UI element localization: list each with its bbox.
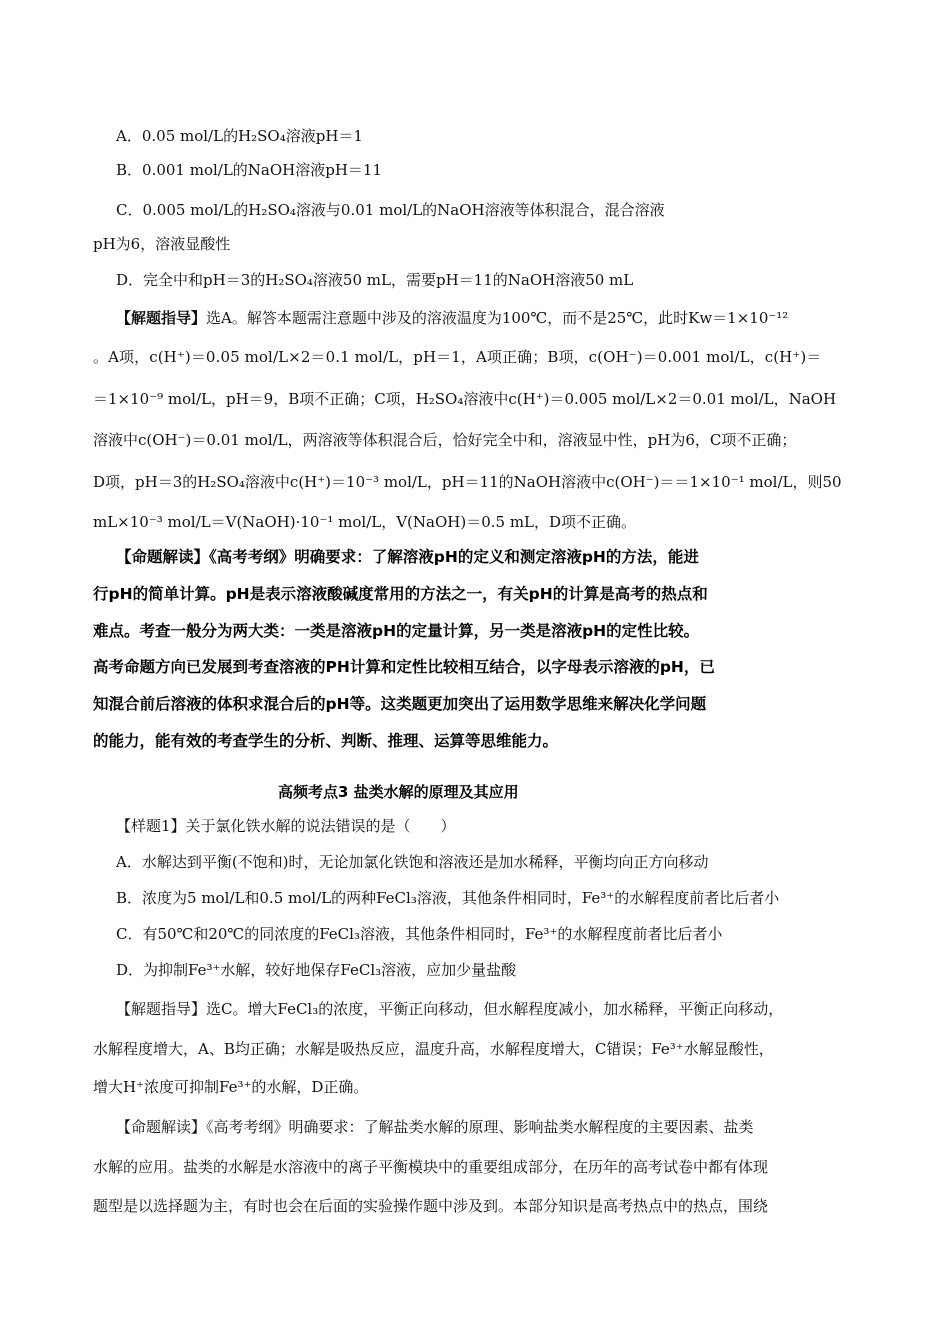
solution-guide-1-line-3: ＝1×10⁻⁹ mol/L，pH＝9，B项不正确；C项，H₂SO₄溶液中c(H⁺)＝0.005 mol/L×2＝0.01 mol/L，NaOH — [93, 390, 837, 408]
section-title: 高频考点3 盐类水解的原理及其应用 — [278, 783, 519, 801]
solution-guide-1-line-2: 。A项，c(H⁺)＝0.05 mol/L×2＝0.1 mol/L，pH＝1，A项正确；B项，c(OH⁻)＝0.001 mol/L，c(H⁺)＝ — [93, 348, 822, 366]
option-c-line-1: C．0.005 mol/L的H₂SO₄溶液与0.01 mol/L的NaOH溶液等体积混合，混合溶液 — [116, 201, 665, 219]
example-option-b: B．浓度为5 mol/L和0.5 mol/L的两种FeCl₃溶液，其他条件相同时，Fe³⁺的水解程度前者比后者小 — [116, 889, 780, 907]
interpretation-2-line-2: 水解的应用。盐类的水解是水溶液中的离子平衡模块中的重要组成部分，在历年的高考试卷中都有体现 — [93, 1158, 769, 1176]
interpretation-1-line-2: 行pH的简单计算。pH是表示溶液酸碱度常用的方法之一，有关pH的计算是高考的热点和 — [93, 585, 708, 603]
option-c-line-2: pH为6，溶液显酸性 — [93, 235, 231, 253]
solution-guide-2-line-3: 增大H⁺浓度可抑制Fe³⁺的水解，D正确。 — [93, 1078, 369, 1096]
solution-guide-label: 【解题指导】 — [116, 309, 207, 327]
example-question-stem: 【样题1】关于氯化铁水解的说法错误的是（ ） — [116, 817, 456, 835]
example-option-d: D．为抑制Fe³⁺水解，较好地保存FeCl₃溶液，应加少量盐酸 — [116, 961, 517, 979]
interpretation-1-line-4: 高考命题方向已发展到考查溶液的PH计算和定性比较相互结合，以字母表示溶液的pH，已 — [93, 658, 715, 676]
solution-guide-2-line-1: 【解题指导】选C。增大FeCl₃的浓度，平衡正向移动，但水解程度减小，加水稀释，平衡正向移动， — [116, 1000, 784, 1018]
solution-guide-2-line-2: 水解程度增大，A、B均正确；水解是吸热反应，温度升高，水解程度增大，C错误；Fe³⁺水解显酸性， — [93, 1040, 774, 1058]
interpretation-1-line-5: 知混合前后溶液的体积求混合后的pH等。这类题更加突出了运用数学思维来解决化学问题 — [93, 695, 707, 713]
solution-guide-1-line-1: 【解题指导】选A。解答本题需注意题中涉及的溶液温度为100℃，而不是25℃，此时Kw＝1×10⁻¹² — [116, 309, 789, 327]
solution-guide-1-line-6: mL×10⁻³ mol/L＝V(NaOH)·10⁻¹ mol/L，V(NaOH)＝0.5 mL，D项不正确。 — [93, 513, 637, 531]
example-option-c: C．有50℃和20℃的同浓度的FeCl₃溶液，其他条件相同时，Fe³⁺的水解程度前者比后者小 — [116, 925, 723, 943]
interpretation-1-line-6: 的能力，能有效的考查学生的分析、判断、推理、运算等思维能力。 — [93, 732, 559, 750]
solution-guide-1-line-5: D项，pH＝3的H₂SO₄溶液中c(H⁺)＝10⁻³ mol/L，pH＝11的NaOH溶液中c(OH⁻)＝＝1×10⁻¹ mol/L，则50 — [93, 473, 842, 491]
example-option-a: A．水解达到平衡(不饱和)时，无论加氯化铁饱和溶液还是加水稀释，平衡均向正方向移动 — [116, 853, 709, 871]
interpretation-2-line-1: 【命题解读】《高考考纲》明确要求：了解盐类水解的原理、影响盐类水解程度的主要因素、盐类 — [116, 1118, 754, 1136]
option-d: D．完全中和pH＝3的H₂SO₄溶液50 mL，需要pH＝11的NaOH溶液50 mL — [116, 271, 634, 289]
solution-guide-1-line-4: 溶液中c(OH⁻)＝0.01 mol/L，两溶液等体积混合后，恰好完全中和，溶液显中性，pH为6，C项不正确； — [93, 431, 797, 449]
interpretation-2-line-3: 题型是以选择题为主，有时也会在后面的实验操作题中涉及到。本部分知识是高考热点中的热点，围绕 — [93, 1197, 769, 1215]
interpretation-1-line-3: 难点。考查一般分为两大类：一类是溶液pH的定量计算，另一类是溶液pH的定性比较。 — [93, 622, 700, 640]
interpretation-1-line-1: 【命题解读】《高考考纲》明确要求：了解溶液pH的定义和测定溶液pH的方法，能进 — [116, 548, 699, 566]
option-a: A．0.05 mol/L的H₂SO₄溶液pH＝1 — [116, 127, 363, 145]
option-b: B．0.001 mol/L的NaOH溶液pH＝11 — [116, 161, 383, 179]
